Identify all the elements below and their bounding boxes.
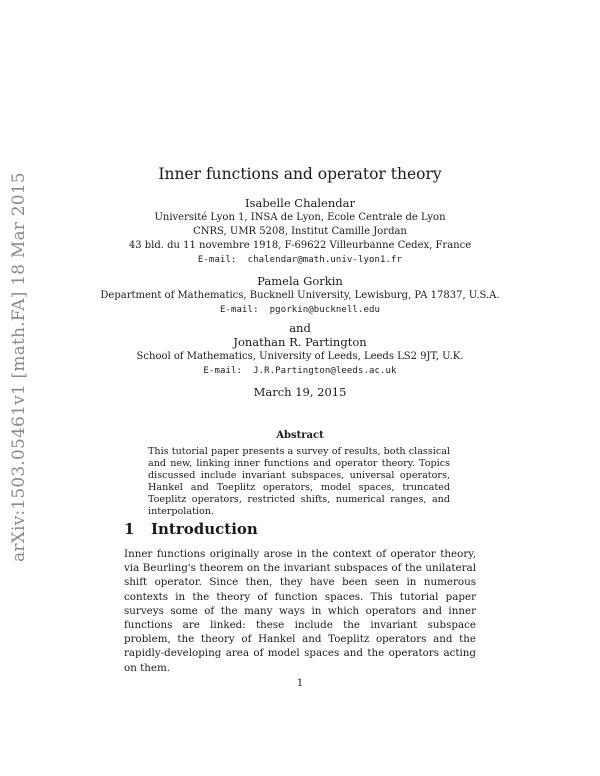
email-label: E-mail: <box>197 255 237 265</box>
author-block-1 <box>0 195 600 267</box>
section-heading <box>124 520 258 538</box>
author-name: Pamela Gorkin <box>257 274 343 288</box>
email-address: pgorkin@bucknell.edu <box>269 305 381 315</box>
affiliation-line: School of Mathematics, University of Leeds, Leeds LS2 9JT, U.K. <box>136 351 464 362</box>
abstract-heading: Abstract <box>276 430 324 441</box>
affiliation-line: Department of Mathematics, Bucknell University, Lewisburg, PA 17837, U.S.A. <box>100 290 500 301</box>
affiliation-line: CNRS, UMR 5208, Institut Camille Jordan <box>193 226 407 237</box>
author-email <box>0 364 600 378</box>
paper-title: Inner functions and operator theory <box>158 165 442 183</box>
intro-paragraph: Inner functions originally arose in the context of operator theory, via Beurling's theorem on the invariant subspaces of the unilateral shift operator. Since then, they have been seen in numerous contexts in the theory of function spaces. This tutorial paper surveys some of the many ways in which operators and inner functions are linked: these include the invariant subspace problem, the theory of Hankel and Toeplitz operators and the rapidly-developing area of model spaces and the operators acting on them. <box>124 548 476 674</box>
email-label: E-mail: <box>219 305 259 315</box>
author-block-3 <box>0 334 600 378</box>
email-address: J.R.Partington@leeds.ac.uk <box>253 366 397 376</box>
page-number: 1 <box>296 678 304 689</box>
affiliation-line: 43 bld. du 11 novembre 1918, F-69622 Villeurbanne Cedex, France <box>128 240 472 251</box>
section-title: Introduction <box>151 520 258 538</box>
author-email <box>0 253 600 267</box>
email-label: E-mail: <box>203 366 243 376</box>
section-number: 1 <box>124 520 135 538</box>
email-address: chalendar@math.univ-lyon1.fr <box>247 255 403 265</box>
paper-date: March 19, 2015 <box>253 385 347 399</box>
arxiv-sidebar-stamp: arXiv:1503.05461v1 [math.FA] 18 Mar 2015 <box>9 172 29 562</box>
and-separator: and <box>289 321 311 335</box>
author-email <box>0 303 600 317</box>
affiliation-line: Université Lyon 1, INSA de Lyon, Ecole Centrale de Lyon <box>154 212 446 223</box>
author-name: Isabelle Chalendar <box>245 196 355 210</box>
author-block-2 <box>0 273 600 317</box>
author-name: Jonathan R. Partington <box>233 335 367 349</box>
abstract-text: This tutorial paper presents a survey of results, both classical and new, linking inner functions and operator theory. Topics discussed include invariant subspaces, universal operators, Hankel and Toeplitz operators, model spaces, truncated Toeplitz operators, restricted shifts, numerical ranges, and interpolation. <box>148 446 450 517</box>
